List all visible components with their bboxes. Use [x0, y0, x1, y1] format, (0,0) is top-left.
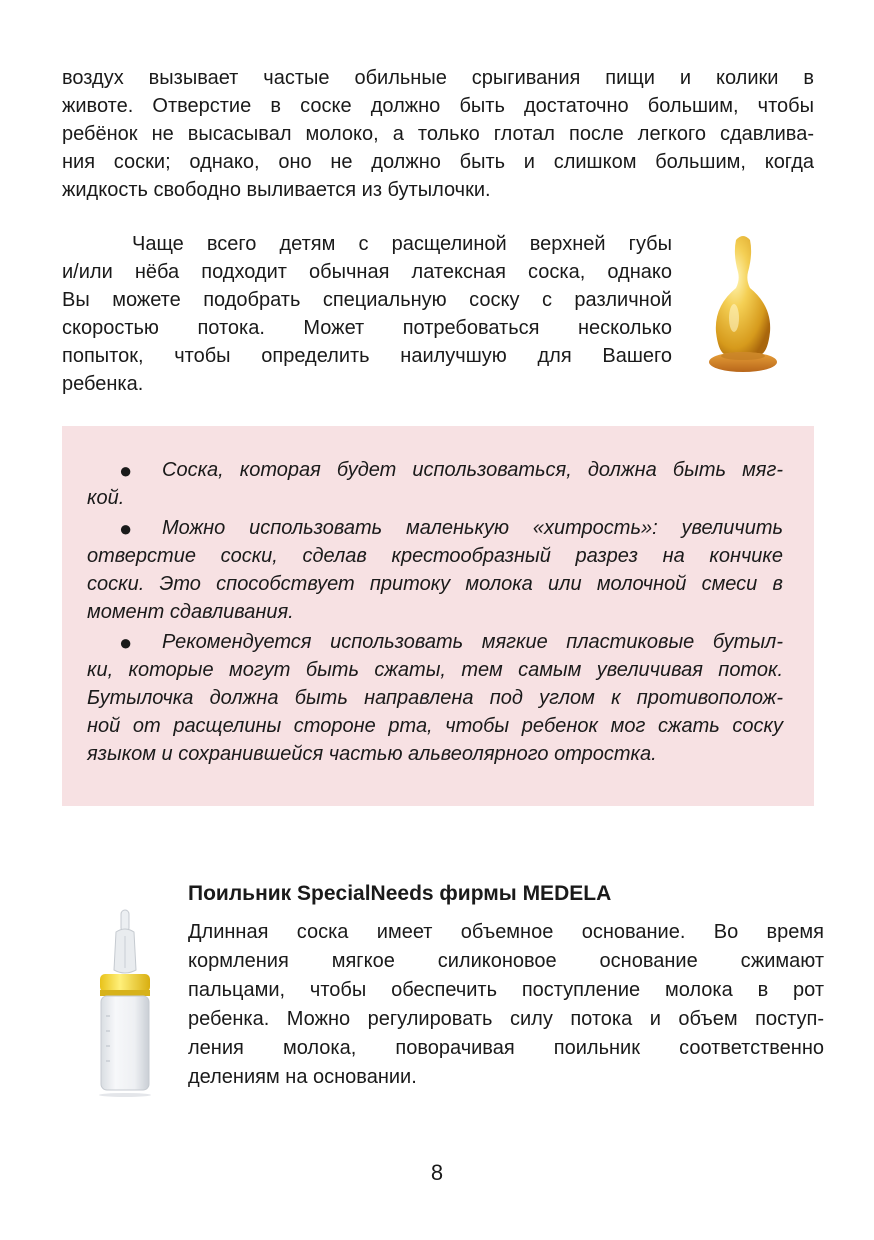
intro-line: ния соски; однако, оно не должно быть и слишком большим, когда	[62, 151, 814, 173]
tip-line: Рекомендуется использовать мягкие пластиковые бутыл-	[162, 631, 783, 653]
intro-line: ребёнок не высасывал молоко, а только глотал после легкого сдавлива-	[62, 123, 814, 145]
medela-title: Поильник SpecialNeeds фирмы MEDELA	[188, 882, 612, 905]
intro-line: животе. Отверстие в соске должно быть достаточно большим, чтобы	[62, 95, 814, 117]
tip-line: Бутылочка должна быть направлена под углом к противополож-	[87, 687, 783, 709]
medela-line: кормления мягкое силиконовое основание сжимают	[188, 950, 824, 972]
nipple-line: Чаще всего детям с расщелиной верхней губы	[132, 233, 672, 255]
nipple-line: и/или нёба подходит обычная латексная соска, однако	[62, 261, 672, 283]
nipple-line: ребенка.	[62, 373, 144, 395]
tip-line: Можно использовать маленькую «хитрость»: увеличить	[162, 517, 783, 539]
medela-line: делениям на основании.	[188, 1066, 417, 1088]
bullet-icon: ●	[119, 516, 133, 541]
tip-line: ной от расщелины стороне рта, чтобы ребенок мог сжать соску	[87, 715, 783, 737]
tip-line: Соска, которая будет использоваться, должна быть мяг-	[162, 459, 783, 481]
nipple-line: Вы можете подобрать специальную соску с различной	[62, 289, 672, 311]
latex-nipple-image	[706, 232, 780, 378]
page-number: 8	[430, 1160, 444, 1185]
tip-line: кой.	[87, 487, 125, 509]
intro-line: жидкость свободно выливается из бутылочки.	[62, 179, 491, 201]
tip-line: отверстие соски, сделав крестообразный разрез на кончике	[87, 545, 783, 567]
intro-line: воздух вызывает частые обильные срыгивания пищи и колики в	[62, 67, 814, 89]
tip-line: языком и сохранившейся частью альвеолярного отростка.	[87, 743, 657, 765]
medela-line: ребенка. Можно регулировать силу потока и объем поступ-	[188, 1008, 824, 1030]
medela-bottle-image	[92, 906, 158, 1098]
medela-line: Длинная соска имеет объемное основание. Во время	[188, 921, 824, 943]
nipple-line: скоростью потока. Может потребоваться несколько	[62, 317, 672, 339]
tips-callout-box	[62, 426, 814, 806]
medela-line: ления молока, поворачивая поильник соответственно	[188, 1037, 824, 1059]
tip-line: ки, которые могут быть сжаты, тем самым увеличивая поток.	[87, 659, 783, 681]
nipple-line: попыток, чтобы определить наилучшую для Вашего	[62, 345, 672, 367]
medela-line: пальцами, чтобы обеспечить поступление молока в рот	[188, 979, 824, 1001]
tip-line: момент сдавливания.	[87, 601, 294, 623]
bullet-icon: ●	[119, 458, 133, 483]
tip-line: соски. Это способствует притоку молока или молочной смеси в	[87, 573, 783, 595]
bullet-icon: ●	[119, 630, 133, 655]
